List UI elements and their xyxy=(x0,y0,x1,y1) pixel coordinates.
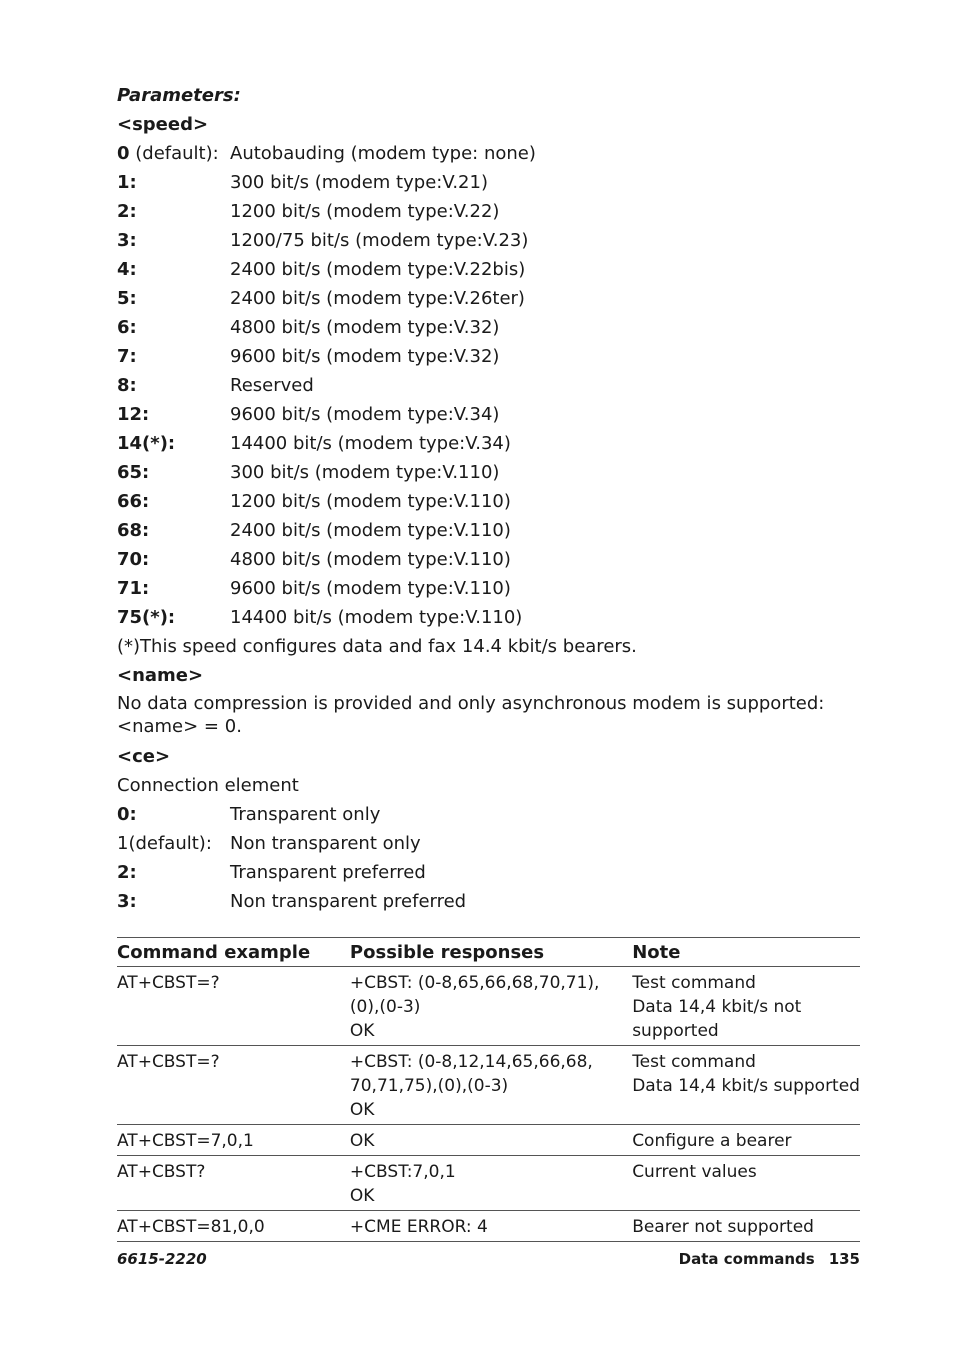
speed-key xyxy=(117,576,230,605)
speed-list xyxy=(117,141,860,634)
response-cell xyxy=(350,1156,632,1211)
speed-value: 1200/75 bit/s (modem type:V.23) xyxy=(230,230,529,251)
speed-row xyxy=(117,228,860,257)
speed-key-value: 2: xyxy=(117,201,137,222)
speed-row xyxy=(117,547,860,576)
header-note: Note xyxy=(632,938,860,967)
speed-key xyxy=(117,344,230,373)
name-description: No data compression is provided and only asynchronous modem is supported: <name> = 0. xyxy=(117,693,825,737)
ce-list xyxy=(117,802,860,918)
speed-value: 9600 bit/s (modem type:V.32) xyxy=(230,346,500,367)
speed-key xyxy=(117,170,230,199)
speed-key xyxy=(117,286,230,315)
ce-row xyxy=(117,831,860,860)
ce-value: Non transparent preferred xyxy=(230,891,467,912)
table-row xyxy=(117,1125,860,1156)
note-cell-line: Current values xyxy=(632,1162,757,1182)
document-body xyxy=(117,83,860,918)
speed-key-value: 68: xyxy=(117,520,150,541)
speed-value: 4800 bit/s (modem type:V.32) xyxy=(230,317,500,338)
speed-value: 300 bit/s (modem type:V.110) xyxy=(230,462,500,483)
speed-value: 9600 bit/s (modem type:V.110) xyxy=(230,578,511,599)
note-cell xyxy=(632,1046,860,1125)
ce-key xyxy=(117,860,230,889)
response-cell-line: OK xyxy=(349,1021,375,1041)
note-cell-line: supported xyxy=(632,1021,719,1041)
speed-key xyxy=(117,315,230,344)
speed-key-value: 6: xyxy=(117,317,137,338)
speed-key-value: 14(*): xyxy=(117,433,176,454)
speed-value: 9600 bit/s (modem type:V.34) xyxy=(230,404,500,425)
response-cell-line: OK xyxy=(349,1131,375,1151)
note-cell-line: Data 14,4 kbit/s not xyxy=(632,997,802,1017)
speed-key xyxy=(117,373,230,402)
speed-row xyxy=(117,257,860,286)
document-number: 6615-2220 xyxy=(117,1250,207,1268)
note-cell-line: Test command xyxy=(632,1052,756,1072)
speed-key-value: 4: xyxy=(117,259,137,280)
speed-row xyxy=(117,402,860,431)
ce-key xyxy=(117,802,230,831)
speed-value: 300 bit/s (modem type:V.21) xyxy=(230,172,488,193)
ce-key-value: 3: xyxy=(117,891,137,912)
response-cell-line: OK xyxy=(349,1100,375,1120)
speed-row xyxy=(117,199,860,228)
name-heading: <name> xyxy=(117,665,204,686)
command-cell xyxy=(117,1156,350,1211)
speed-key xyxy=(117,547,230,576)
table-header-row xyxy=(117,938,860,967)
note-cell-line: Configure a bearer xyxy=(632,1131,792,1151)
response-cell xyxy=(350,1125,632,1156)
speed-key-value: 8: xyxy=(117,375,137,396)
speed-heading: <speed> xyxy=(117,114,209,135)
speed-value: 1200 bit/s (modem type:V.110) xyxy=(230,491,511,512)
page-number: 135 xyxy=(828,1250,860,1268)
speed-row xyxy=(117,344,860,373)
response-cell-line: 70,71,75),(0),(0-3) xyxy=(349,1076,509,1096)
speed-key xyxy=(117,199,230,228)
speed-value: 14400 bit/s (modem type:V.110) xyxy=(230,607,523,628)
command-cell xyxy=(117,1211,350,1242)
response-cell xyxy=(350,967,632,1046)
speed-key xyxy=(117,141,230,170)
speed-key-value: 3: xyxy=(117,230,137,251)
ce-key-value: 1(default): xyxy=(117,833,212,854)
footer-section-title: Data commands xyxy=(678,1250,815,1268)
table-row xyxy=(117,1211,860,1242)
ce-key xyxy=(117,889,230,918)
response-cell-line: +CME ERROR: 4 xyxy=(349,1217,488,1237)
note-cell xyxy=(632,1125,860,1156)
speed-row xyxy=(117,576,860,605)
footer-right xyxy=(679,1250,860,1268)
speed-key-value: 71: xyxy=(117,578,150,599)
speed-key xyxy=(117,228,230,257)
speed-row xyxy=(117,170,860,199)
speed-key-value: 70: xyxy=(117,549,150,570)
speed-key xyxy=(117,431,230,460)
ce-row xyxy=(117,889,860,918)
page-footer xyxy=(117,1250,860,1272)
ce-value: Transparent only xyxy=(230,804,381,825)
table-row xyxy=(117,1156,860,1211)
speed-row xyxy=(117,489,860,518)
response-cell-line: +CBST:7,0,1 xyxy=(349,1162,456,1182)
ce-key-value: 2: xyxy=(117,862,137,883)
speed-row xyxy=(117,315,860,344)
note-cell-line: Data 14,4 kbit/s supported xyxy=(632,1076,860,1096)
note-cell-line: Test command xyxy=(632,973,756,993)
parameters-heading: Parameters: xyxy=(117,85,241,106)
ce-key-value: 0: xyxy=(117,804,137,825)
speed-row xyxy=(117,286,860,315)
table-row xyxy=(117,1046,860,1125)
response-cell xyxy=(350,1046,632,1125)
command-cell-line: AT+CBST=7,0,1 xyxy=(117,1131,254,1151)
speed-value: 2400 bit/s (modem type:V.22bis) xyxy=(230,259,526,280)
response-cell-line: +CBST: (0-8,65,66,68,70,71), xyxy=(349,973,600,993)
speed-value: 2400 bit/s (modem type:V.110) xyxy=(230,520,511,541)
speed-footnote: (*)This speed configures data and fax 14.4 kbit/s bearers. xyxy=(117,636,637,657)
speed-key xyxy=(117,257,230,286)
ce-description: Connection element xyxy=(117,775,299,796)
table-row xyxy=(117,967,860,1046)
note-cell xyxy=(632,967,860,1046)
speed-value: Reserved xyxy=(230,375,314,396)
ce-heading: <ce> xyxy=(117,746,171,767)
note-cell xyxy=(632,1156,860,1211)
ce-value: Non transparent only xyxy=(230,833,421,854)
speed-key xyxy=(117,460,230,489)
speed-key-value: 1: xyxy=(117,172,137,193)
speed-row xyxy=(117,518,860,547)
response-cell-line: (0),(0-3) xyxy=(349,997,421,1017)
speed-key-value: 65: xyxy=(117,462,150,483)
header-command-example: Command example xyxy=(117,938,350,967)
command-cell-line: AT+CBST=? xyxy=(117,973,220,993)
speed-key-value: 66: xyxy=(117,491,150,512)
speed-key xyxy=(117,402,230,431)
speed-key-suffix: (default): xyxy=(129,143,219,164)
command-cell-line: AT+CBST=81,0,0 xyxy=(117,1217,265,1237)
command-example-table xyxy=(117,937,860,1242)
ce-row xyxy=(117,802,860,831)
command-cell-line: AT+CBST=? xyxy=(117,1052,220,1072)
speed-key-value: 7: xyxy=(117,346,137,367)
response-cell xyxy=(350,1211,632,1242)
speed-row xyxy=(117,605,860,634)
speed-key xyxy=(117,605,230,634)
command-cell-line: AT+CBST? xyxy=(117,1162,206,1182)
speed-value: 4800 bit/s (modem type:V.110) xyxy=(230,549,511,570)
command-cell xyxy=(117,1046,350,1125)
speed-row xyxy=(117,373,860,402)
speed-value: 14400 bit/s (modem type:V.34) xyxy=(230,433,511,454)
speed-value: 2400 bit/s (modem type:V.26ter) xyxy=(230,288,525,309)
speed-key-value: 75(*): xyxy=(117,607,176,628)
command-cell xyxy=(117,967,350,1046)
response-cell-line: OK xyxy=(349,1186,375,1206)
response-cell-line: +CBST: (0-8,12,14,65,66,68, xyxy=(349,1052,593,1072)
speed-value: 1200 bit/s (modem type:V.22) xyxy=(230,201,500,222)
ce-row xyxy=(117,860,860,889)
speed-key xyxy=(117,518,230,547)
command-cell xyxy=(117,1125,350,1156)
speed-key-value: 12: xyxy=(117,404,150,425)
speed-key-value: 5: xyxy=(117,288,137,309)
speed-row xyxy=(117,460,860,489)
speed-row xyxy=(117,431,860,460)
speed-key xyxy=(117,489,230,518)
ce-value: Transparent preferred xyxy=(230,862,426,883)
header-possible-responses: Possible responses xyxy=(350,938,632,967)
speed-value: Autobauding (modem type: none) xyxy=(230,143,536,164)
speed-row xyxy=(117,141,860,170)
ce-key xyxy=(117,831,230,860)
note-cell-line: Bearer not supported xyxy=(632,1217,814,1237)
speed-key-value: 0 xyxy=(117,143,130,164)
note-cell xyxy=(632,1211,860,1242)
